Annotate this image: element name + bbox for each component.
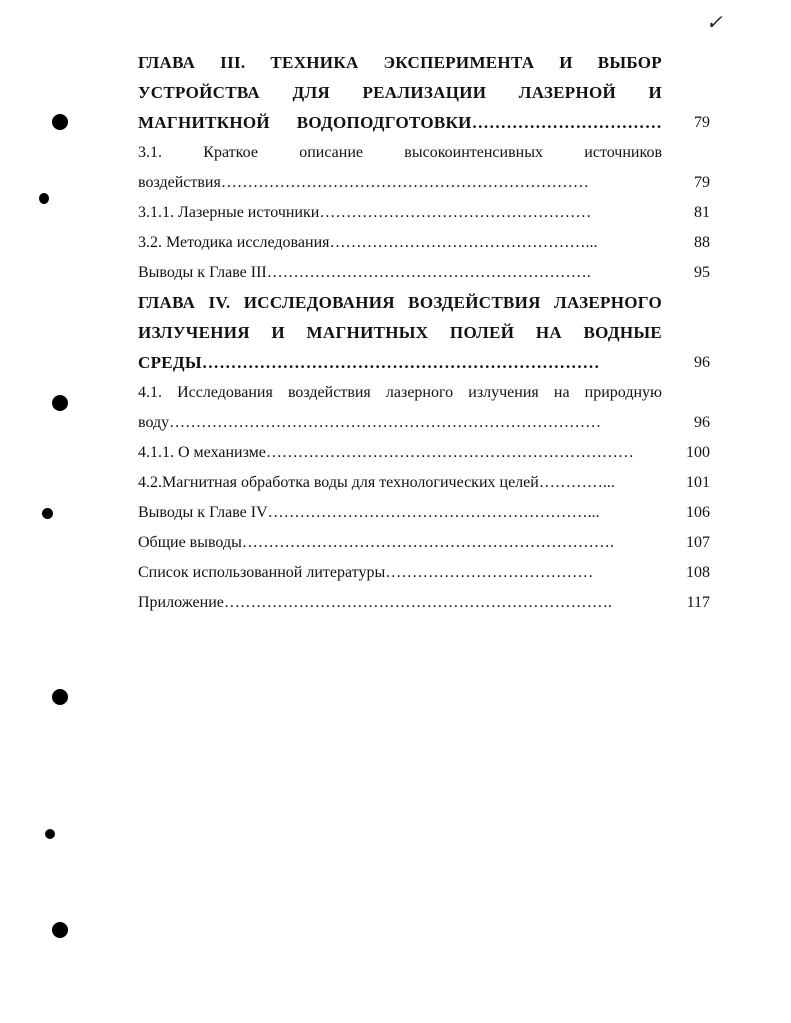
toc-entry-text: 3.2. Методика исследования…………………………………………...: [138, 234, 598, 251]
toc-entry-text: 3.1. Краткое описание высокоинтенсивных источников: [138, 144, 662, 161]
toc-entry-text: воздействия……………………………………………………………: [138, 174, 589, 191]
toc-entry-text: 4.1.1. О механизме……………………………………………………………: [138, 444, 634, 461]
page-number: 81: [694, 204, 710, 221]
chapter-heading-text: УСТРОЙСТВА ДЛЯ РЕАЛИЗАЦИИ ЛАЗЕРНОЙ И: [138, 83, 662, 102]
toc-entry-text: Список использованной литературы…………………………………: [138, 564, 594, 581]
page-number: 107: [686, 534, 710, 551]
page-number: 96: [694, 354, 710, 371]
toc-entry-text: 3.1.1. Лазерные источники……………………………………………: [138, 204, 592, 221]
toc-line: [138, 228, 710, 258]
toc-line: [138, 528, 710, 558]
chapter-heading-text: ГЛАВА III. ТЕХНИКА ЭКСПЕРИМЕНТА И ВЫБОР: [138, 53, 662, 72]
toc-line: [138, 348, 710, 378]
punch-hole-mark-3: [45, 829, 55, 839]
check-mark: ✓: [706, 12, 723, 34]
toc-line: [138, 318, 710, 348]
page-number: 79: [694, 174, 710, 191]
page-number: 101: [686, 474, 710, 491]
toc-entry-text: Выводы к Главе IV……………………………………………………...: [138, 504, 600, 521]
page-number: 79: [694, 114, 710, 131]
page-number: 100: [686, 444, 710, 461]
page-number: 106: [686, 504, 710, 521]
toc-line: [138, 588, 710, 618]
toc-entry-text: 4.2.Магнитная обработка воды для технологических целей…………...: [138, 474, 615, 491]
punch-hole-1: [52, 114, 68, 130]
chapter-heading-text: МАГНИТКНОЙ ВОДОПОДГОТОВКИ……………………………: [138, 113, 662, 132]
toc-entry-text: Общие выводы…………………………………………………………….: [138, 534, 614, 551]
toc-line: [138, 438, 710, 468]
toc-line: [138, 78, 710, 108]
chapter-heading-text: СРЕДЫ……………………………………………………………: [138, 353, 600, 372]
page-number: 96: [694, 414, 710, 431]
toc-entry-text: воду………………………………………………………………………: [138, 414, 602, 431]
page-number: 88: [694, 234, 710, 251]
table-of-contents: [138, 48, 710, 618]
toc-line: [138, 498, 710, 528]
page-number: 108: [686, 564, 710, 581]
toc-line: [138, 468, 710, 498]
chapter-heading-text: ГЛАВА IV. ИССЛЕДОВАНИЯ ВОЗДЕЙСТВИЯ ЛАЗЕРНОГО: [138, 293, 662, 312]
chapter-heading-text: ИЗЛУЧЕНИЯ И МАГНИТНЫХ ПОЛЕЙ НА ВОДНЫЕ: [138, 323, 662, 342]
page-number: 95: [694, 264, 710, 281]
toc-line: [138, 48, 710, 78]
toc-line: [138, 198, 710, 228]
punch-hole-mark-1: [39, 193, 49, 204]
punch-hole-mark-2: [42, 508, 53, 519]
toc-line: [138, 558, 710, 588]
page-number: 117: [686, 594, 710, 611]
punch-hole-4: [52, 922, 68, 938]
toc-line: [138, 168, 710, 198]
toc-line: [138, 288, 710, 318]
punch-hole-2: [52, 395, 68, 411]
toc-line: [138, 378, 710, 408]
punch-hole-3: [52, 689, 68, 705]
toc-line: [138, 408, 710, 438]
toc-line: [138, 138, 710, 168]
toc-entry-text: Выводы к Главе III…………………………………………………….: [138, 264, 591, 281]
toc-entry-text: 4.1. Исследования воздействия лазерного излучения на природную: [138, 384, 662, 401]
toc-line: [138, 258, 710, 288]
toc-entry-text: Приложение……………………………………………………………….: [138, 594, 612, 611]
toc-line: [138, 108, 710, 138]
